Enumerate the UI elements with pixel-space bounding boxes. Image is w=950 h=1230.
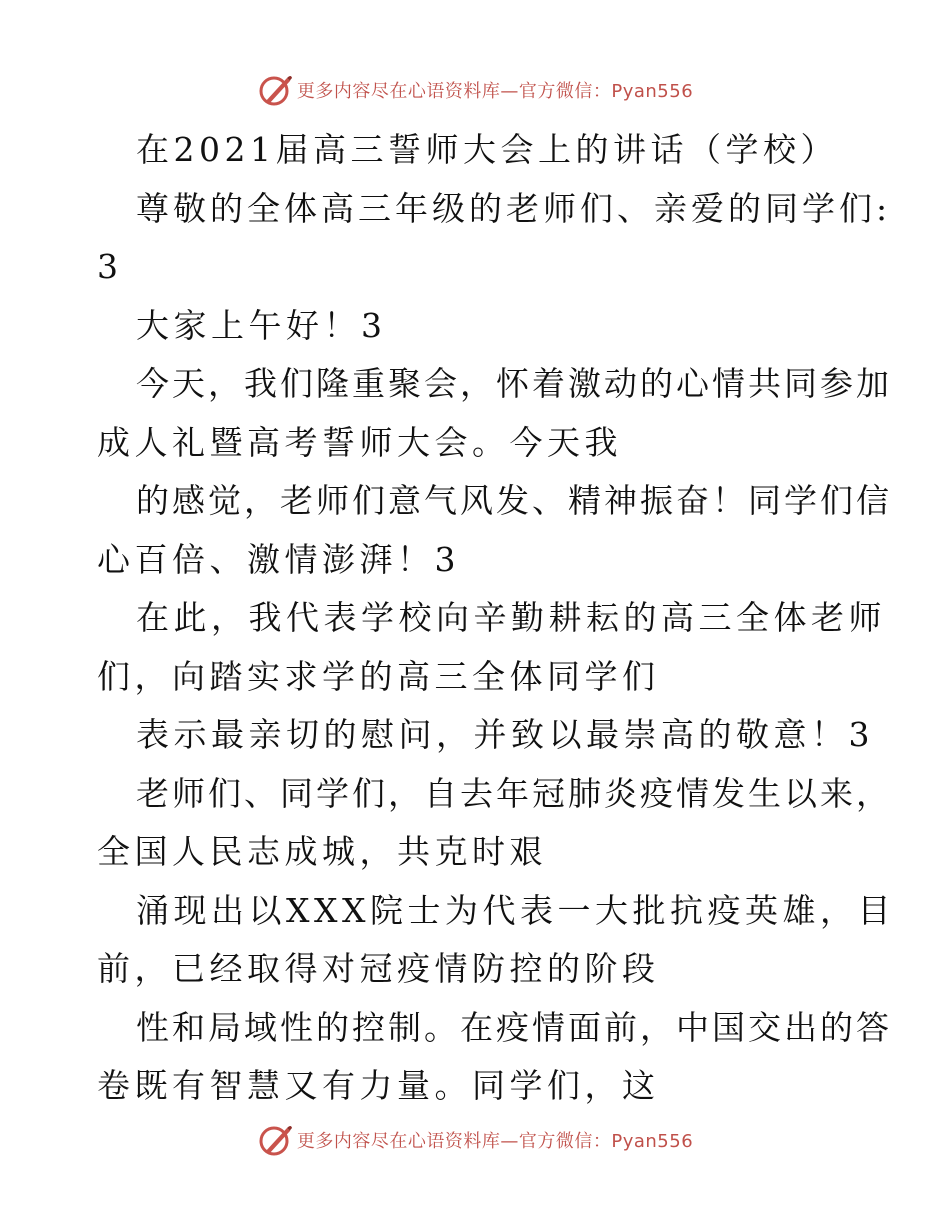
header-watermark-banner — [0, 70, 950, 110]
text-line: 全国人民志成城，共克时艰 — [97, 832, 547, 871]
text-line: 大家上午好！3 — [136, 305, 387, 345]
text-line: 今天，我们隆重聚会，怀着激动的心情共同参加 — [136, 364, 892, 403]
text-line: 的感觉，老师们意气风发、精神振奋！同学们信 — [136, 481, 892, 520]
text-line: 3 — [97, 247, 123, 286]
text-line: 心百倍、激情澎湃！3 — [97, 539, 460, 579]
text-line: 们，向踏实求学的高三全体同学们 — [97, 656, 660, 696]
watermark-text: 更多内容尽在心语资料库—官方微信：Pyan556 — [296, 81, 694, 102]
text-line: 在2021届高三誓师大会上的讲话（学校） — [136, 130, 838, 169]
text-line: 性和局域性的控制。在疫情面前，中国交出的答 — [136, 1007, 892, 1047]
text-line: 涌现出以XXX院士为代表一大批抗疫英雄，目 — [136, 890, 895, 930]
quill-logo-icon — [257, 72, 293, 108]
watermark-text: 更多内容尽在心语资料库—官方微信：Pyan556 — [296, 1131, 694, 1152]
text-line: 前，已经取得对冠疫情防控的阶段 — [97, 949, 660, 988]
footer-watermark-banner — [0, 1120, 950, 1160]
text-line: 老师们、同学们，自去年冠肺炎疫情发生以来， — [136, 773, 892, 813]
document-body — [97, 121, 895, 1116]
text-line: 卷既有智慧又有力量。同学们，这 — [97, 1066, 660, 1105]
text-line: 尊敬的全体高三年级的老师们、亲爱的同学们: — [136, 188, 892, 228]
text-line: 成人礼暨高考誓师大会。今天我 — [97, 422, 622, 462]
text-line: 在此，我代表学校向辛勤耕耘的高三全体老师 — [136, 598, 886, 637]
text-line: 表示最亲切的慰问，并致以最崇高的敬意！3 — [136, 715, 874, 754]
quill-logo-icon — [257, 1122, 293, 1158]
